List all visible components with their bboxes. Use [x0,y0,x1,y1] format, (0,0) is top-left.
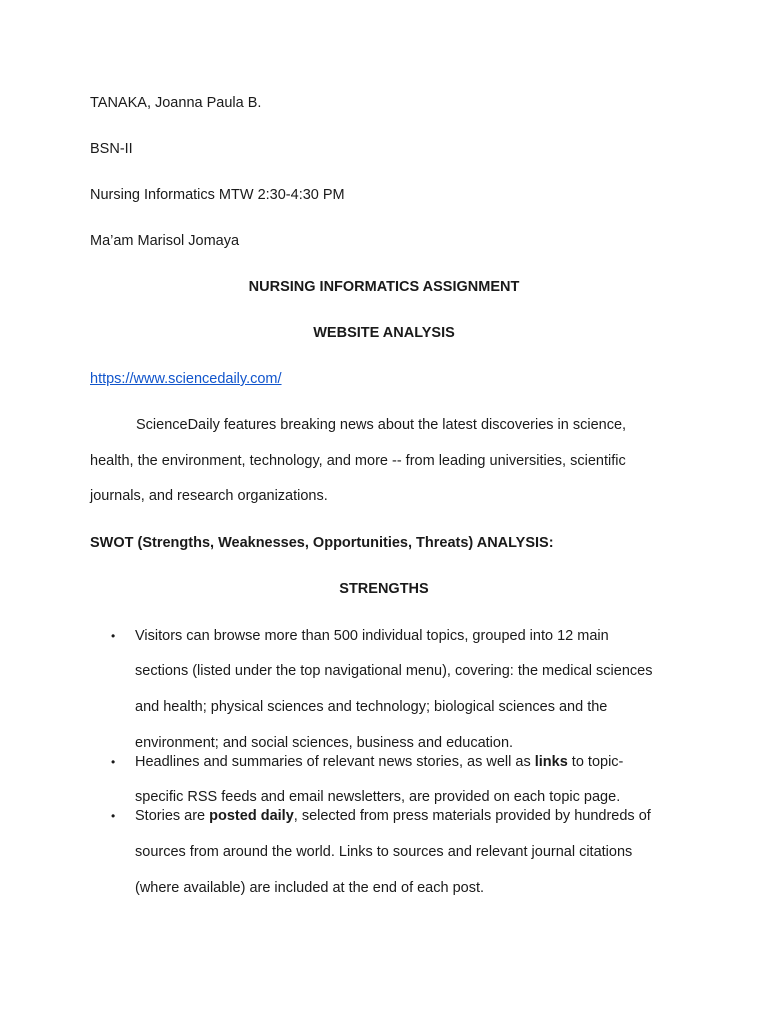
intro-line-1: ScienceDaily features breaking news about the latest discoveries in science, [136,417,627,433]
strength-2-line-2: specific RSS feeds and email newsletters, are provided on each topic page. [135,789,621,805]
document-title: NURSING INFORMATICS ASSIGNMENT [248,279,520,295]
strength-3-line-1 [135,807,651,825]
intro-line-2: health, the environment, technology, and more -- from leading universities, scientific [90,453,626,469]
instructor-name: Ma’am Marisol Jomaya [90,233,240,249]
bullet-icon: • [111,629,116,643]
website-url[interactable]: https://www.sciencedaily.com/ [90,371,282,387]
strength-1-line-4: environment; and social sciences, business and education. [135,735,514,751]
bullet-icon: • [111,809,116,823]
intro-line-3: journals, and research organizations. [90,488,328,504]
strength-3-line-2: sources from around the world. Links to sources and relevant journal citations [135,844,633,860]
strength-2-bold-links: links [534,754,568,770]
strengths-heading: STRENGTHS [339,581,429,597]
strength-1-line-3: and health; physical sciences and technology; biological sciences and the [135,699,608,715]
strength-2-text-pre: Headlines and summaries of relevant news stories, as well as [135,754,535,770]
course-schedule: Nursing Informatics MTW 2:30-4:30 PM [90,187,345,203]
strength-3-text-post: , selected from press materials provided by hundreds of [293,808,651,824]
website-link[interactable] [90,370,282,388]
student-year: BSN-II [90,141,133,157]
document-subtitle: WEBSITE ANALYSIS [313,325,455,341]
strength-2-text-post: to topic- [567,754,624,770]
bullet-icon: • [111,755,116,769]
strength-1-line-2: sections (listed under the top navigational menu), covering: the medical sciences [135,663,653,679]
student-name: TANAKA, Joanna Paula B. [90,95,262,111]
swot-heading: SWOT (Strengths, Weaknesses, Opportunities, Threats) ANALYSIS: [90,535,554,551]
strength-1-line-1: Visitors can browse more than 500 individual topics, grouped into 12 main [135,628,609,644]
strength-3-line-3: (where available) are included at the end of each post. [135,880,485,896]
strength-3-text-pre: Stories are [135,808,210,824]
strength-2-line-1 [135,753,623,771]
strength-3-bold-posted-daily: posted daily [209,808,294,824]
